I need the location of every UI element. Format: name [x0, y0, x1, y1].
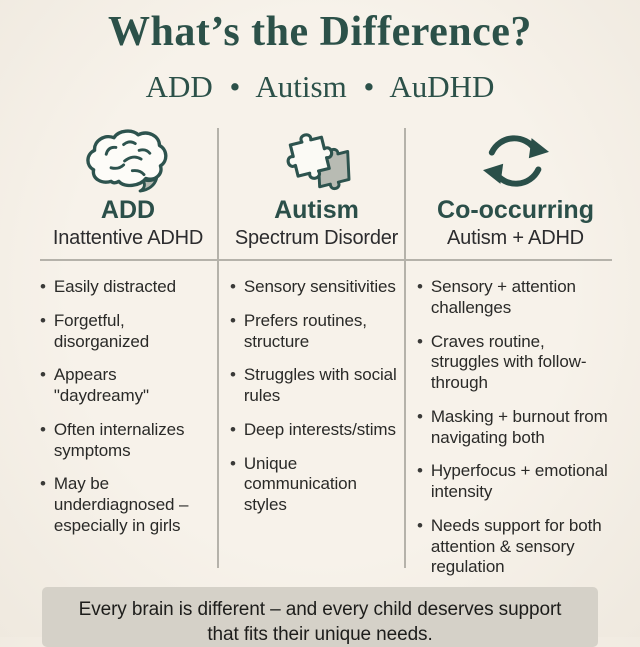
infographic-page [0, 8, 640, 645]
list-item: • Masking + burnout from navigating both [417, 406, 608, 447]
bullet-dot: • [40, 365, 46, 385]
column-title-cooccurring: Co-occurring [437, 196, 594, 224]
brain-icon [40, 124, 216, 196]
add-bullet-list [40, 277, 216, 536]
bullet-dot: • [417, 331, 423, 351]
column-autism [218, 124, 405, 578]
column-title-autism: Autism [274, 196, 359, 224]
page-title: What’s the Difference? [108, 9, 532, 55]
list-item: • Easily distracted [40, 277, 176, 297]
bullet-dot: • [230, 453, 236, 473]
list-item: • Forgetful, disorganized [40, 310, 150, 351]
footer-text: Every brain is different – and every child deserves support that fits their unique needs. [78, 599, 562, 645]
column-add [0, 124, 218, 578]
list-item: • Craves routine, struggles with follow-through [417, 331, 587, 393]
column-title-add: ADD [100, 196, 156, 224]
bullet-dot: • [40, 474, 46, 494]
bullet-dot: • [40, 277, 46, 297]
bullet-dot: • [230, 310, 236, 330]
list-item: • Needs support for both attention & sensory regulation [417, 515, 602, 577]
bullet-dot: • [417, 406, 423, 426]
comparison-board [0, 124, 640, 577]
autism-bullet-list [230, 277, 403, 516]
bullet-dot: • [40, 419, 46, 439]
page-subtitle: ADD • Autism • AuDHD [145, 69, 495, 104]
puzzle-icon [230, 124, 403, 196]
bullet-dot: • [417, 461, 423, 481]
list-item: • Often internalizes symptoms [40, 419, 185, 460]
list-item: • Deep interests/stims [230, 419, 396, 439]
bullet-dot: • [417, 277, 423, 297]
cooccurring-bullet-list [417, 277, 614, 578]
list-item: • Sensory + attention challenges [417, 277, 576, 317]
column-subtitle-autism: Spectrum Disorder [234, 227, 399, 250]
list-item: • May be underdiagnosed – especially in girls [40, 474, 189, 535]
bullet-dot: • [230, 277, 236, 297]
sync-icon [417, 124, 614, 196]
list-item: • Prefers routines, structure [230, 310, 367, 351]
list-item: • Struggles with social rules [230, 365, 397, 406]
list-item: • Sensory sensitivities [230, 277, 396, 297]
bullet-dot: • [40, 310, 46, 330]
footer-banner [42, 587, 598, 647]
column-cooccurring [405, 124, 640, 578]
list-item: • Appears "daydreamy" [40, 365, 149, 406]
bullet-dot: • [417, 515, 423, 535]
list-item: • Unique communication styles [230, 453, 357, 515]
column-subtitle-cooccurring: Autism + ADHD [447, 227, 584, 250]
bullet-dot: • [230, 419, 236, 439]
column-subtitle-add: Inattentive ADHD [52, 227, 204, 250]
list-item: • Hyperfocus + emotional intensity [417, 461, 608, 502]
bullet-dot: • [230, 365, 236, 385]
